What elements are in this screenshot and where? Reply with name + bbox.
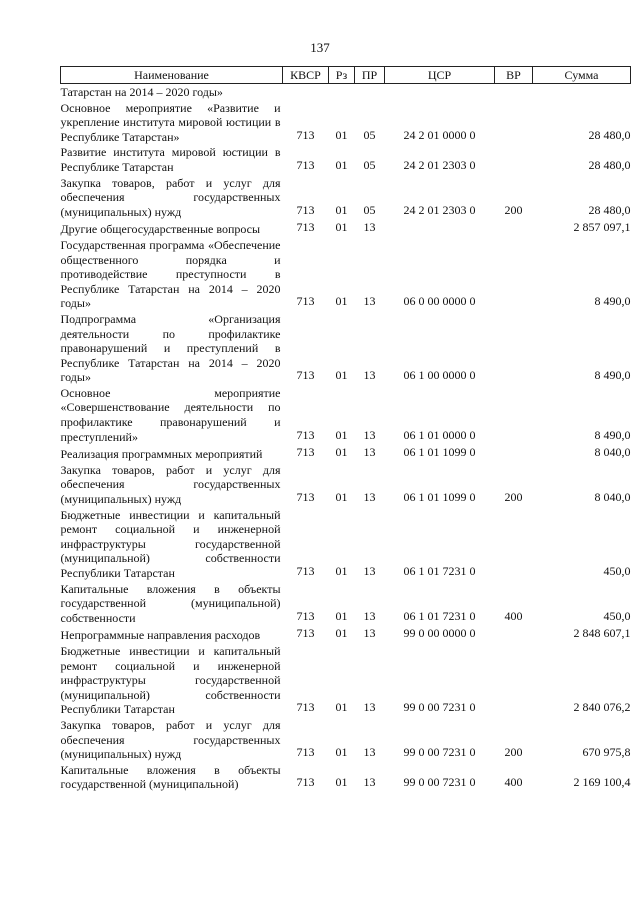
table-row (61, 311, 631, 385)
cell-kvsr: 713 (296, 775, 315, 790)
column-header-sum: Сумма (533, 67, 631, 84)
page-number: 137 (310, 40, 330, 55)
cell-rz: 01 (335, 294, 348, 309)
cell-csr: 24 2 01 2303 0 (403, 157, 476, 172)
cell-sum: 8 040,0 (594, 445, 631, 460)
cell-name: Другие общегосударственные вопросы (60, 222, 261, 237)
cell-sum: 28 480,0 (588, 202, 631, 217)
cell-sum: 2 840 076,2 (573, 700, 631, 715)
cell-rz: 01 (335, 445, 348, 460)
cell-pr: 05 (363, 127, 376, 142)
cell-name: Основное мероприятие «Совершенствование деятельности по профилактике правонарушений и преступлений» (60, 385, 281, 444)
cell-rz: 01 (335, 608, 348, 623)
cell-csr: 24 2 01 0000 0 (403, 127, 476, 142)
cell-csr: 06 1 01 1099 0 (403, 445, 476, 460)
cell-csr: 06 1 01 7231 0 (403, 564, 476, 578)
cell-sum: 8 490,0 (594, 427, 631, 442)
cell-rz: 01 (335, 368, 348, 383)
cell-name: Закупка товаров, работ и услуг для обеспечения государственных (муниципальных) нужд (60, 175, 281, 219)
cell-csr: 06 1 00 0000 0 (403, 368, 476, 383)
cell-pr: 13 (363, 608, 376, 623)
cell-csr (385, 219, 495, 237)
cell-csr: 24 2 01 2303 0 (403, 202, 476, 217)
cell-csr: 06 0 00 0000 0 (403, 294, 476, 309)
cell-pr: 13 (363, 294, 376, 309)
cell-vr (495, 444, 533, 462)
cell-rz: 01 (335, 220, 348, 235)
table-row (61, 717, 631, 762)
cell-sum: 450,0 (603, 564, 631, 578)
cell-name: Непрограммные направления расходов (60, 628, 261, 643)
cell-pr: 05 (363, 202, 376, 217)
table-row (61, 385, 631, 444)
cell-csr: 99 0 00 0000 0 (403, 626, 476, 641)
table-header-row (61, 67, 631, 84)
cell-vr: 200 (504, 490, 523, 505)
cell-vr: 200 (504, 745, 523, 760)
cell-csr (385, 84, 495, 100)
cell-name: Капитальные вложения в объекты государственной (муниципальной) собственности (60, 581, 281, 625)
table-row (61, 175, 631, 220)
cell-vr (495, 643, 533, 717)
cell-vr (495, 144, 533, 174)
cell-name: Реализация программных мероприятий (60, 447, 263, 462)
cell-pr: 13 (363, 490, 376, 505)
cell-kvsr: 713 (296, 294, 315, 309)
cell-name: Подпрограмма «Организация деятельности по профилактике правонарушений и преступлений в Республике Татарстан на 2014 – 2020 годы» (60, 311, 281, 385)
cell-kvsr: 713 (296, 127, 315, 142)
cell-pr: 13 (363, 445, 376, 460)
cell-kvsr: 713 (296, 202, 315, 217)
cell-csr: 06 1 01 1099 0 (403, 490, 476, 505)
cell-name: Капитальные вложения в объекты государственной (муниципальной) (60, 762, 281, 792)
cell-vr (495, 84, 533, 100)
column-header-csr: ЦСР (385, 67, 495, 84)
cell-pr: 13 (363, 427, 376, 442)
cell-rz: 01 (335, 745, 348, 760)
table-row (61, 581, 631, 626)
table-row (61, 237, 631, 311)
cell-rz: 01 (335, 490, 348, 505)
cell-pr: 13 (363, 745, 376, 760)
cell-sum: 450,0 (603, 608, 631, 623)
cell-vr: 200 (504, 202, 523, 217)
table-row (61, 625, 631, 643)
cell-kvsr: 713 (296, 220, 315, 235)
cell-kvsr: 713 (296, 368, 315, 383)
table-row (61, 762, 631, 792)
cell-sum: 8 490,0 (594, 294, 631, 309)
cell-name: Бюджетные инвестиции и капитальный ремонт социальной и инженерной инфраструктуры государственной (муниципальной) собственности Республики Татарстан (60, 507, 281, 580)
column-header-rz: Рз (329, 67, 355, 84)
cell-name: Татарстан на 2014 – 2020 годы» (60, 85, 223, 99)
cell-kvsr: 713 (296, 700, 315, 715)
table-row (61, 643, 631, 717)
cell-rz: 01 (335, 202, 348, 217)
cell-pr: 13 (363, 220, 376, 235)
budget-table (60, 66, 631, 792)
cell-name: Государственная программа «Обеспечение общественного порядка и противодействие преступности в Республике Татарстан на 2014 – 2020 годы» (60, 237, 281, 311)
cell-sum: 28 480,0 (588, 127, 631, 142)
cell-pr: 13 (363, 775, 376, 790)
cell-name: Закупка товаров, работ и услуг для обеспечения государственных (муниципальных) нужд (60, 462, 281, 507)
cell-pr (355, 84, 385, 100)
cell-kvsr: 713 (296, 608, 315, 623)
cell-vr (495, 385, 533, 444)
cell-sum: 28 480,0 (588, 157, 631, 172)
cell-kvsr: 713 (296, 157, 315, 172)
column-header-vr: ВР (495, 67, 533, 84)
cell-rz: 01 (335, 700, 348, 715)
cell-name: Основное мероприятие «Развитие и укрепление института мировой юстиции в Республике Татарстан» (60, 100, 281, 144)
cell-kvsr: 713 (296, 490, 315, 505)
cell-vr (495, 311, 533, 385)
cell-rz: 01 (335, 775, 348, 790)
cell-pr: 05 (363, 157, 376, 172)
column-header-pr: ПР (355, 67, 385, 84)
table-row (61, 219, 631, 237)
cell-sum (533, 84, 631, 100)
table-row (61, 462, 631, 507)
table-body (61, 84, 631, 792)
cell-sum: 2 848 607,1 (573, 626, 631, 641)
cell-csr: 06 1 01 7231 0 (403, 608, 476, 623)
cell-vr (495, 507, 533, 581)
cell-rz: 01 (335, 157, 348, 172)
table-row (61, 444, 631, 462)
table-row (61, 84, 631, 100)
cell-kvsr: 713 (296, 445, 315, 460)
cell-name: Закупка товаров, работ и услуг для обеспечения государственных (муниципальных) нужд (60, 717, 281, 762)
cell-kvsr: 713 (296, 626, 315, 641)
cell-csr: 99 0 00 7231 0 (403, 745, 476, 760)
column-header-name: Наименование (61, 67, 283, 84)
cell-vr (495, 625, 533, 643)
cell-sum: 2 857 097,1 (573, 220, 631, 235)
cell-name: Бюджетные инвестиции и капитальный ремонт социальной и инженерной инфраструктуры государственной (муниципальной) собственности Республики Татарстан (60, 643, 281, 717)
cell-vr (495, 219, 533, 237)
cell-pr: 13 (363, 564, 376, 578)
cell-pr: 13 (363, 368, 376, 383)
cell-sum: 2 169 100,4 (573, 775, 631, 790)
table-row (61, 507, 631, 581)
cell-sum: 670 975,8 (582, 745, 631, 760)
table-row (61, 144, 631, 174)
cell-kvsr: 713 (296, 427, 315, 442)
cell-vr (495, 100, 533, 145)
cell-csr: 06 1 01 0000 0 (403, 427, 476, 442)
cell-pr: 13 (363, 626, 376, 641)
cell-kvsr: 713 (296, 745, 315, 760)
cell-name: Развитие института мировой юстиции в Республике Татарстан (60, 145, 281, 174)
cell-csr: 99 0 00 7231 0 (403, 775, 476, 790)
table-row (61, 100, 631, 145)
cell-vr (495, 237, 533, 311)
cell-pr: 13 (363, 700, 376, 715)
cell-kvsr: 713 (296, 564, 315, 578)
cell-kvsr (283, 84, 329, 100)
cell-csr: 99 0 00 7231 0 (403, 700, 476, 715)
cell-rz: 01 (335, 564, 348, 578)
cell-rz (329, 84, 355, 100)
cell-vr: 400 (504, 608, 523, 623)
cell-sum: 8 490,0 (594, 368, 631, 383)
cell-rz: 01 (335, 427, 348, 442)
column-header-kvsr: КВСР (283, 67, 329, 84)
cell-sum: 8 040,0 (594, 490, 631, 505)
cell-rz: 01 (335, 127, 348, 142)
cell-rz: 01 (335, 626, 348, 641)
cell-vr: 400 (504, 775, 523, 790)
